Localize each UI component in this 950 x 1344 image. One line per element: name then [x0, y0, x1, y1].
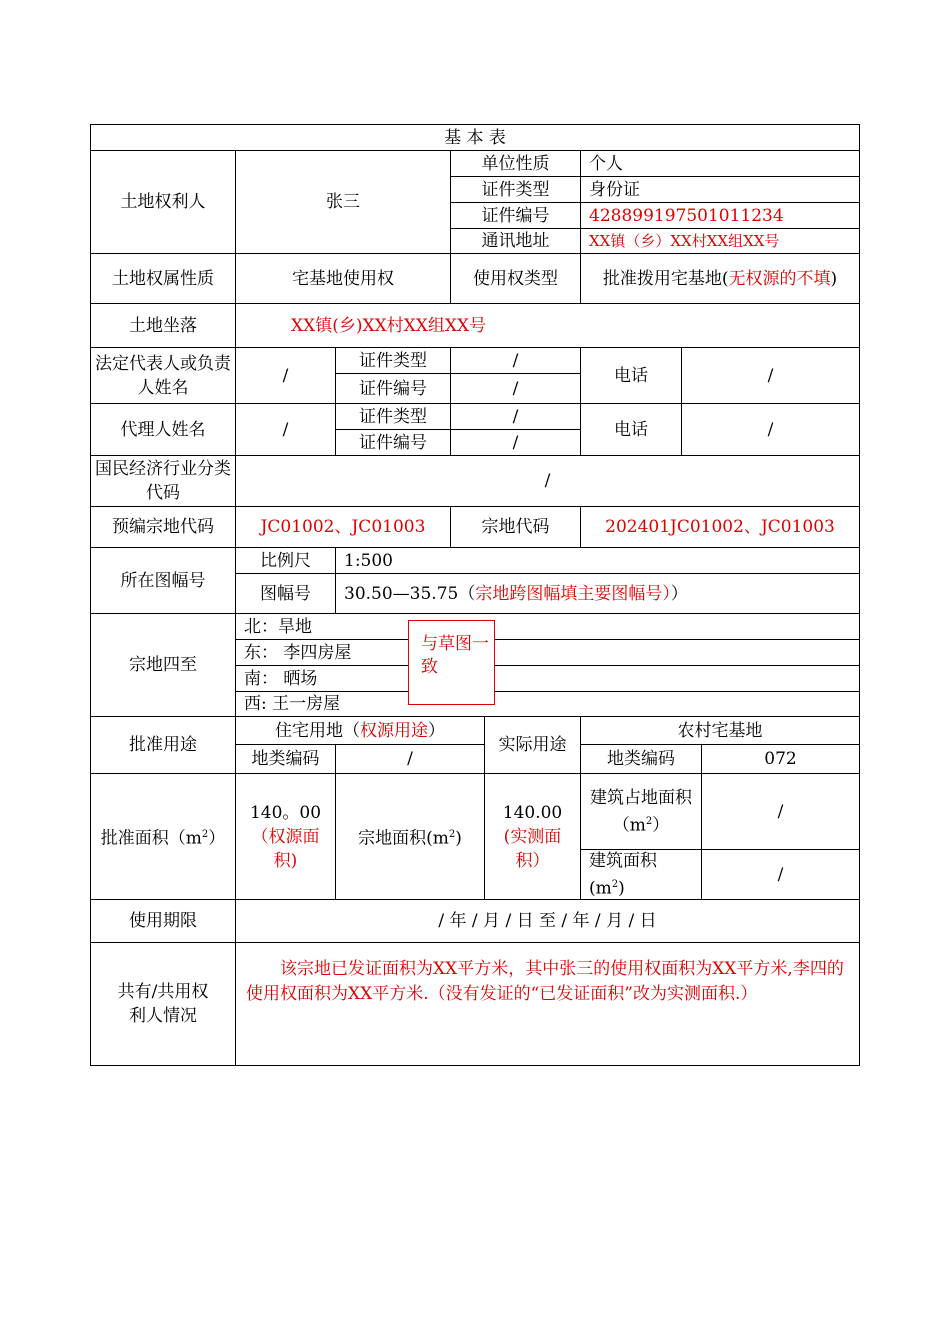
unit-nature-label [450, 150, 581, 177]
legal-rep-label-text: 法定代表人或负责人姓名 [95, 353, 231, 398]
boundary-west [235, 691, 860, 717]
approved-area-note-close: ) [290, 850, 298, 871]
pre-code-label [90, 506, 236, 548]
location-value-text: XX镇(乡)XX村XX组XX号 [291, 315, 487, 336]
scale-label [235, 547, 336, 574]
agent-label [90, 403, 236, 456]
location-label [90, 303, 236, 348]
ownership-value-text: 宅基地使用权 [292, 268, 394, 289]
legal-rep-phone-value-text: / [767, 365, 774, 386]
actual-class-code-label-text: 地类编码 [607, 749, 675, 769]
scale-value [335, 547, 860, 574]
floor-area-label-text [589, 849, 657, 901]
agent-cert-type-label [335, 403, 451, 430]
parcel-area-label-sup: 2 [448, 828, 456, 840]
sheet-value-main: 30.50—35.75（ [344, 583, 476, 604]
owner-cert-type-label [450, 176, 581, 203]
term-value-text: / 年 / 月 / 日 至 / 年 / 月 / 日 [438, 911, 657, 931]
legal-rep-phone-label-text: 电话 [614, 365, 648, 386]
parcel-area-value [484, 773, 581, 900]
actual-use-value [580, 716, 860, 745]
approved-use-close: ） [428, 720, 445, 741]
legal-rep-cert-no-value [450, 373, 581, 404]
approved-use-value [235, 716, 485, 745]
owner-label [90, 150, 236, 254]
parcel-code-label-text: 宗地代码 [481, 517, 550, 537]
parcel-area-label-main: 宗地面积(m [358, 828, 449, 849]
footprint-area-unit-sup: 2 [645, 815, 653, 827]
approved-class-code-value-text: / [407, 749, 413, 769]
sheet-value-close: ） [670, 583, 688, 604]
owner-cert-type-value [580, 176, 860, 203]
location-value [235, 303, 860, 348]
area-label-sup: 2 [201, 828, 209, 840]
area-label-close: ） [208, 828, 226, 849]
floor-area-label [580, 849, 702, 900]
parcel-area-number: 140.00 [502, 802, 563, 823]
owner-cert-no-label [450, 202, 581, 229]
agent-phone-label [580, 403, 682, 456]
coowner-label [90, 942, 236, 1066]
floor-area-unit: (m [589, 878, 612, 899]
area-label-main: 批准面积（m [100, 828, 202, 849]
parcel-area-label-text [358, 823, 462, 851]
sheet-label [235, 573, 336, 614]
actual-class-code-label [580, 744, 702, 774]
agent-cert-no-label [335, 429, 451, 456]
right-type-value-text [603, 267, 837, 291]
legal-rep-cert-type-label-text: 证件类型 [359, 350, 427, 371]
owner-address-label-text: 通讯地址 [481, 231, 550, 251]
approved-class-code-label-text: 地类编码 [251, 749, 320, 769]
right-type-note: 无权源的不填 [728, 268, 831, 289]
approved-class-code-label [235, 744, 336, 774]
approved-use-value-text [275, 719, 445, 743]
industry-value-text: / [544, 471, 551, 491]
parcel-code-label [450, 506, 581, 548]
form-title-text: 基 本 表 [444, 127, 506, 148]
basic-info-form [90, 124, 860, 1066]
industry-value [235, 455, 860, 507]
boundaries-label-text: 宗地四至 [129, 655, 197, 675]
footprint-area-label-main: 建筑占地面积 [590, 787, 692, 808]
area-label-text [101, 823, 226, 851]
actual-class-code-value [701, 744, 860, 774]
actual-use-label-text: 实际用途 [498, 735, 567, 755]
legal-rep-label [90, 347, 236, 404]
legal-rep-name [235, 347, 336, 404]
floor-area-value-text: / [777, 864, 784, 885]
agent-cert-no-label-text: 证件编号 [359, 432, 427, 453]
boundary-north [235, 613, 860, 640]
owner-cert-no-value-text: 428899197501011234 [589, 205, 784, 226]
legal-rep-cert-no-label [335, 373, 451, 404]
scale-value-text: 1:500 [344, 550, 393, 571]
approved-area-value-text [240, 801, 331, 873]
legal-rep-cert-type-label [335, 347, 451, 374]
term-label [90, 899, 236, 943]
agent-phone-label-text: 电话 [614, 419, 648, 440]
agent-cert-type-value [450, 403, 581, 430]
pre-code-value-text: JC01002、JC01003 [260, 517, 426, 537]
sheet-value-text [344, 582, 688, 606]
legal-rep-name-text: / [282, 365, 289, 386]
approved-area-note: 权源面积 [268, 826, 320, 871]
legal-rep-phone-label [580, 347, 682, 404]
pre-code-label-text: 预编宗地代码 [112, 517, 214, 537]
sheet-value [335, 573, 860, 614]
boundaries-label [90, 613, 236, 717]
floor-area-value [701, 849, 860, 900]
owner-label-text: 土地权利人 [120, 192, 206, 212]
legal-rep-cert-type-value [450, 347, 581, 374]
parcel-area-value-text [489, 801, 576, 873]
legal-rep-phone-value [681, 347, 860, 404]
draft-note-text: 与草图一致 [421, 634, 489, 677]
parcel-area-note-close: ） [532, 850, 550, 871]
floor-area-unit-sup: 2 [611, 878, 619, 890]
approved-class-code-value [335, 744, 485, 774]
ownership-value [235, 253, 451, 304]
boundary-north-text: 北：旱地 [244, 616, 312, 637]
map-label-text: 所在图幅号 [120, 570, 206, 591]
floor-area-label-main: 建筑面积 [589, 850, 657, 871]
parcel-area-note: 实测面积 [510, 826, 562, 871]
owner-cert-type-value-text: 身份证 [589, 179, 640, 200]
parcel-area-label-close: ) [455, 828, 462, 849]
coowner-text: 该宗地已发证面积为XX平方米，其中张三的使用权面积为XX平方米,李四的使用权面积为XX平方米.（没有发证的“已发证面积”改为实测面积.） [246, 959, 844, 1004]
actual-use-label [484, 716, 581, 774]
industry-label-text: 国民经济行业分类代码 [95, 459, 231, 503]
floor-area-unit-close: ) [618, 878, 625, 899]
right-type-label-text: 使用权类型 [473, 268, 558, 289]
owner-address-value-text: XX镇（乡）XX村XX组XX号 [589, 232, 780, 250]
footprint-area-value [701, 773, 860, 850]
sheet-label-text: 图幅号 [260, 583, 311, 604]
owner-address-label [450, 228, 581, 254]
unit-nature-value [580, 150, 860, 177]
right-type-value [580, 253, 860, 304]
footprint-area-unit-close: ） [652, 815, 670, 836]
agent-name-text: / [282, 419, 289, 440]
coowner-value [235, 942, 860, 1066]
owner-cert-type-label-text: 证件类型 [481, 179, 550, 200]
right-type-close: ) [830, 268, 838, 289]
agent-cert-no-value [450, 429, 581, 456]
owner-name [235, 150, 451, 254]
unit-nature-value-text: 个人 [589, 153, 623, 174]
owner-name-text: 张三 [326, 192, 360, 212]
term-label-text: 使用期限 [129, 911, 197, 931]
right-type-label [450, 253, 581, 304]
agent-name [235, 403, 336, 456]
approved-use-main: 住宅用地（ [275, 720, 360, 741]
boundary-west-text: 西: 王一房屋 [244, 694, 341, 714]
draft-note-box [408, 620, 495, 705]
agent-phone-value [681, 403, 860, 456]
scale-label-text: 比例尺 [260, 550, 311, 571]
sheet-value-note: 宗地跨图幅填主要图幅号） [475, 583, 671, 604]
pre-code-value [235, 506, 451, 548]
ownership-label [90, 253, 236, 304]
approved-use-label-text: 批准用途 [129, 735, 197, 755]
form-title [90, 124, 860, 151]
owner-address-value [580, 228, 860, 254]
footprint-area-label-text [590, 786, 692, 838]
legal-rep-cert-type-value-text: / [512, 350, 519, 371]
industry-label [90, 455, 236, 507]
right-type-main: 批准拨用宅基地( [602, 268, 729, 289]
parcel-area-label [335, 773, 485, 900]
footprint-area-unit: （m [612, 815, 646, 836]
parcel-code-value [580, 506, 860, 548]
agent-cert-type-value-text: / [512, 406, 519, 427]
agent-phone-value-text: / [767, 419, 774, 440]
footprint-area-value-text: / [777, 801, 784, 822]
footprint-area-label [580, 773, 702, 850]
boundary-south-text: 南： 晒场 [244, 668, 318, 689]
legal-rep-cert-no-value-text: / [512, 378, 519, 399]
agent-cert-no-value-text: / [512, 432, 519, 453]
approved-use-label [90, 716, 236, 774]
parcel-code-value-text: 202401JC01002、JC01003 [605, 517, 835, 537]
owner-cert-no-value [580, 202, 860, 229]
boundary-east [235, 639, 860, 666]
approved-use-note: 权源用途 [360, 720, 428, 741]
ownership-label-text: 土地权属性质 [112, 268, 214, 289]
legal-rep-cert-no-label-text: 证件编号 [359, 378, 427, 399]
approved-area-value [235, 773, 336, 900]
coowner-label-text: 共有/共用权利人情况 [117, 982, 209, 1026]
location-label-text: 土地坐落 [129, 315, 197, 336]
boundary-south [235, 665, 860, 692]
agent-cert-type-label-text: 证件类型 [359, 406, 427, 427]
approved-area-note-open: （ [251, 826, 269, 847]
term-value [235, 899, 860, 943]
owner-cert-no-label-text: 证件编号 [481, 205, 550, 226]
approved-area-number: 140。00 [249, 802, 322, 823]
actual-class-code-value-text: 072 [764, 749, 797, 769]
actual-use-value-text: 农村宅基地 [677, 720, 763, 741]
area-label [90, 773, 236, 900]
unit-nature-label-text: 单位性质 [481, 153, 550, 174]
agent-label-text: 代理人姓名 [120, 419, 206, 440]
boundary-east-text: 东： 李四房屋 [244, 642, 352, 663]
map-label [90, 547, 236, 614]
parcel-area-note-open: ( [503, 826, 511, 847]
